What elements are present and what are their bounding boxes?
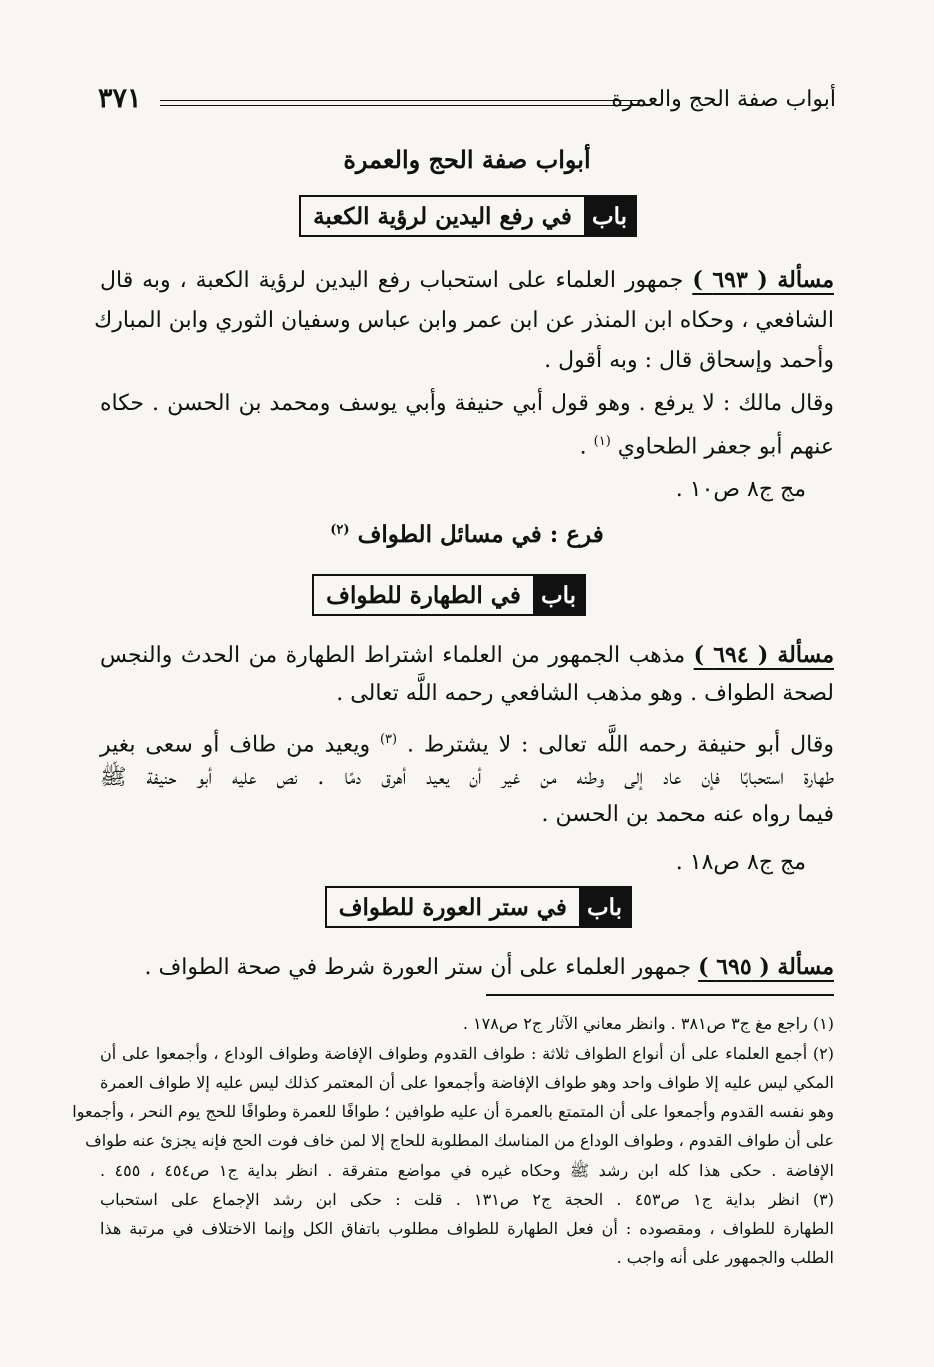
text-line: مسألة ( ٦٩٣ ) جمهور العلماء على استحباب رفع اليدين لرؤية الكعبة ، وبه قال bbox=[100, 267, 834, 293]
chapter-heading-box bbox=[325, 886, 632, 928]
text-line: عنهم أبو جعفر الطحاوي $^{(١)}$ . bbox=[579, 434, 834, 460]
footnote: الطهارة للطواف ، ومقصوده : أن فعل الطهارة للطواف مطلوب باتفاق الكل وإنما الاختلاف في مرتبة هذا bbox=[100, 1219, 834, 1238]
footnote: وهو نفسه القدوم وأجمعوا على أن المتمتع بالعمرة أن عليه طوافين ؛ طوافًا للعمرة وطوافًا للحج يوم النحر ، وأجمعوا bbox=[72, 1102, 834, 1121]
footnote: الإفاضة . حكى هذا كله ابن رشد ﷺ وحكاه غيره في مواضع متفرقة . انظر بداية ج١ ص٤٥٤ ، ٤٥٥ . bbox=[100, 1161, 834, 1180]
footnote: الطلب والجمهور على أنه واجب . bbox=[616, 1248, 834, 1267]
chapter-title: في رفع اليدين لرؤية الكعبة bbox=[313, 202, 572, 230]
masala-label: مسألة ( ٦٩٣ ) bbox=[692, 267, 834, 293]
text-line: طهارة استحبابًا فإن عاد إلى وطنه من غير أن يعيد أهرق دمًا . نص عليه أبو حنيفة ﷺ bbox=[100, 765, 834, 790]
footnote: (٢) أجمع العلماء على أن أنواع الطواف ثلاثة : طواف القدوم وطواف الإفاضة وطواف الوداع ، وأجمعوا على أن bbox=[100, 1044, 834, 1063]
running-header-title: أبواب صفة الحج والعمرة bbox=[611, 87, 836, 112]
footnote: على أن طواف القدوم ، وطواف الوداع من المناسك المطلوبة للحاج إلا لمن خاف فوت الحج فإنه يجزئ عنه طواف bbox=[85, 1131, 834, 1150]
chapter-label: باب bbox=[584, 197, 635, 235]
footnote: (٣) انظر بداية ج١ ص٤٥٣ . الحجة ج٢ ص١٣١ . قلت : حكى ابن رشد الإجماع على استحباب bbox=[100, 1190, 834, 1209]
footnote: (١) راجع مغ ج٣ ص٣٨١ . وانظر معاني الآثار ج٢ ص١٧٨ . bbox=[462, 1014, 834, 1033]
text-line: الشافعي ، وحكاه ابن المنذر عن ابن عمر وابن عباس وسفيان الثوري وابن المبارك bbox=[94, 308, 834, 333]
chapter-title: في ستر العورة للطواف bbox=[338, 893, 567, 921]
footnote-ref: (٢) bbox=[330, 522, 350, 538]
chapter-label: باب bbox=[579, 888, 630, 926]
source-reference: مج ج٨ ص١٠ . bbox=[675, 477, 806, 502]
chapter-title: في الطهارة للطواف bbox=[326, 581, 521, 609]
text-line: وأحمد وإسحاق قال : وبه أقول . bbox=[544, 348, 834, 373]
footnote: المكي ليس عليه إلا طواف واحد وهو طواف الإفاضة وأجمعوا على أن المعتمر كذلك ليس عليه إلا طواف العمرة bbox=[100, 1073, 834, 1092]
header-double-rule bbox=[160, 100, 640, 106]
footnote-ref: (١) bbox=[593, 434, 611, 449]
text-line: مسألة ( ٦٩٤ ) مذهب الجمهور من العلماء اشتراط الطهارة من الحدث والنجس bbox=[100, 642, 834, 668]
chapter-label: باب bbox=[533, 576, 584, 614]
chapter-heading-box bbox=[299, 195, 637, 237]
page-number: ٣٧١ bbox=[98, 83, 142, 114]
footnote-separator bbox=[486, 994, 834, 996]
text-line: مسألة ( ٦٩٥ ) جمهور العلماء على أن ستر العورة شرط في صحة الطواف . bbox=[144, 954, 834, 980]
chapter-heading-box bbox=[312, 574, 586, 616]
text-line: وقال أبو حنيفة رحمه اللَّه تعالى : لا يشترط . $^{(٣)}$ ويعيد من طاف أو سعى بغير bbox=[100, 732, 834, 758]
source-reference: مج ج٨ ص١٨ . bbox=[675, 850, 806, 875]
section-title: أبواب صفة الحج والعمرة bbox=[343, 145, 591, 174]
text-line: لصحة الطواف . وهو مذهب الشافعي رحمه اللَّه تعالى . bbox=[336, 681, 834, 706]
masala-label: مسألة ( ٦٩٥ ) bbox=[698, 954, 834, 980]
footnote-ref: (٣) bbox=[379, 732, 398, 747]
subsection-title: فرع : في مسائل الطواف $^{(٢)}$ bbox=[330, 521, 604, 548]
text-line: فيما رواه عنه محمد بن الحسن . bbox=[541, 802, 834, 827]
text-line: وقال مالك : لا يرفع . وهو قول أبي حنيفة وأبي يوسف ومحمد بن الحسن . حكاه bbox=[100, 391, 834, 416]
masala-label: مسألة ( ٦٩٤ ) bbox=[693, 642, 834, 668]
